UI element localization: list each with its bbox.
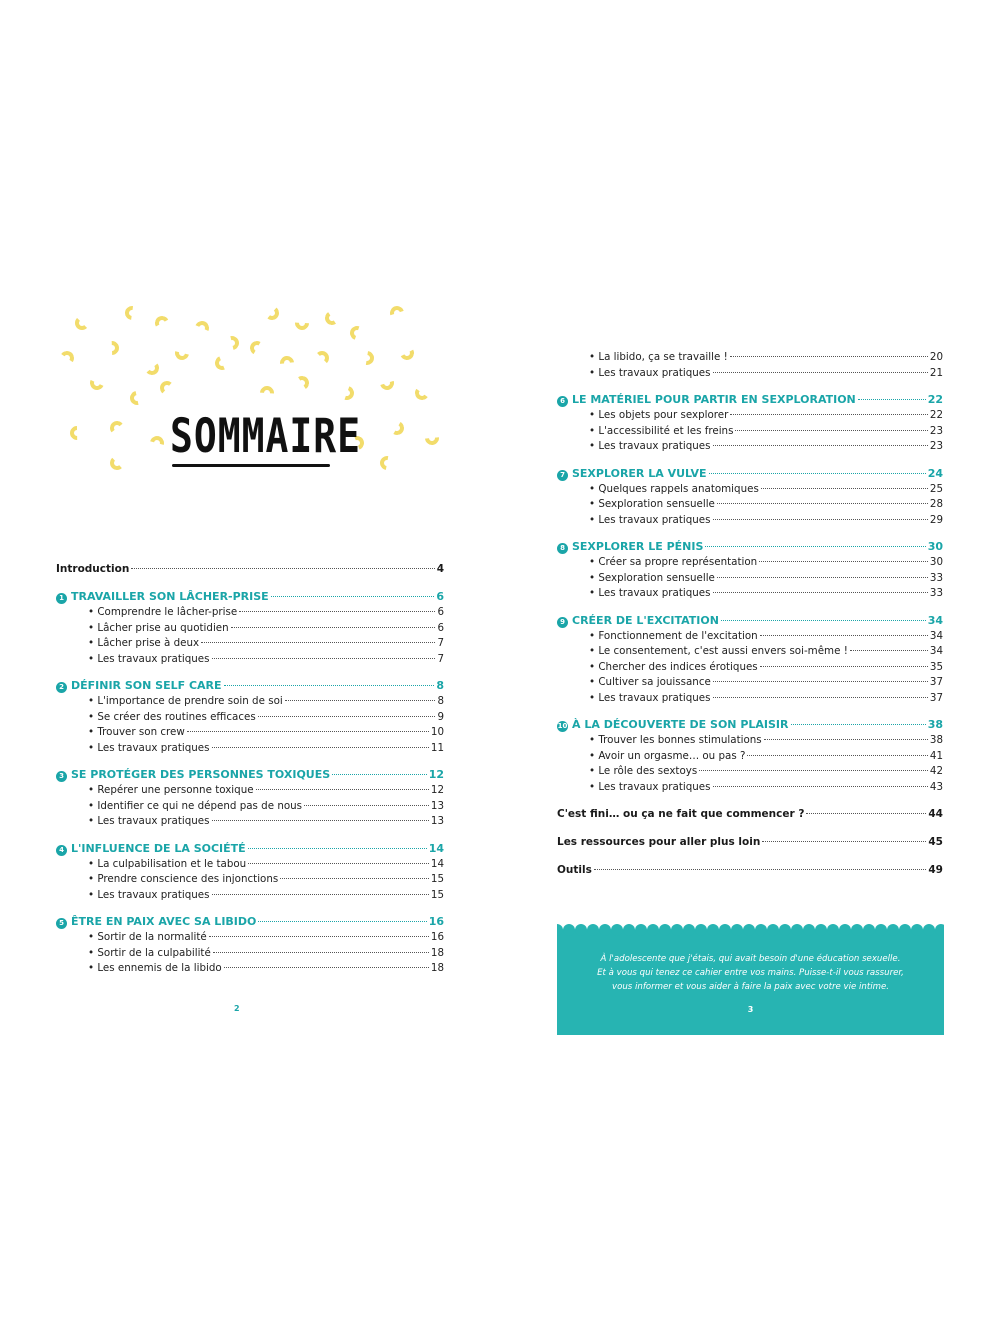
dot-leader [858,399,926,400]
toc-subentry [56,622,444,638]
dot-leader [258,716,436,717]
squiggle-mark [338,384,357,403]
title-underline [172,464,330,467]
dot-leader [713,445,928,446]
squiggle-mark [122,303,142,323]
scallop [671,924,683,936]
toc-page-number: 37 [929,676,943,688]
squiggle-mark [193,319,211,337]
toc-subentry [557,676,943,692]
dot-leader [285,700,436,701]
toc-label: • Sexploration sensuelle [589,572,715,584]
toc-label: L'INFLUENCE DE LA SOCIÉTÉ [71,841,246,855]
dot-leader [713,372,928,373]
toc-page-number: 16 [430,931,444,943]
toc-left-column [56,563,444,978]
toc-subentry [557,692,943,708]
chapter-number-badge: 2 [56,682,67,693]
chapter-number-badge: 8 [557,543,568,554]
toc-page-number: 4 [436,563,444,575]
chapter-number-badge: 4 [56,845,67,856]
squiggle-mark [388,304,407,323]
toc-subentry [56,800,444,816]
toc-page-number: 8 [436,679,444,692]
toc-subentry [557,351,943,367]
toc-page-number: 49 [928,864,943,876]
toc-page-number: 23 [929,440,943,452]
toc-label: • Les travaux pratiques [589,692,711,704]
toc-entry [557,864,943,880]
scallop [923,924,935,936]
squiggle-mark [110,456,124,470]
squiggle-mark [213,354,231,372]
toc-label: • Les travaux pratiques [589,514,711,526]
dot-leader [791,724,926,725]
dot-leader [248,863,429,864]
toc-page-number: 34 [929,645,943,657]
toc-label: • Les ennemis de la libido [88,962,222,974]
toc-page-number: 11 [430,741,444,754]
toc-page-number: 44 [928,808,943,820]
toc-subentry [56,726,444,742]
toc-page-number: 13 [430,815,444,827]
toc-page-number: 6 [436,590,444,603]
toc-right-column [557,351,943,880]
toc-entry [557,836,943,852]
dot-leader [212,658,436,659]
toc-label: • Les travaux pratiques [88,742,210,754]
toc-page-number: 15 [430,888,444,901]
scallop [575,924,587,936]
toc-label: • Les travaux pratiques [88,653,210,665]
squiggle-mark [222,333,241,352]
squiggle-mark [75,316,89,330]
dot-leader [713,592,928,593]
toc-page-number: 8 [437,695,444,707]
toc-subentry [557,572,943,588]
squiggle-mark [324,310,340,326]
scalloped-edge [557,924,944,936]
dot-leader [713,681,928,682]
toc-page-number: 28 [929,498,943,510]
toc-subentry [557,630,943,646]
squiggle-mark [109,420,125,436]
dot-leader [209,936,429,937]
squiggle-mark [292,313,312,333]
toc-label: • La culpabilisation et le tabou [88,858,246,870]
dot-leader [239,611,435,612]
toc-page-number: 30 [929,556,943,568]
toc-page-number: 6 [437,621,444,634]
toc-label: • Les travaux pratiques [589,367,711,379]
scallop [827,924,839,936]
toc-label: • Les travaux pratiques [88,889,210,901]
dot-leader [760,635,928,636]
toc-label: • Créer sa propre représentation [589,556,757,568]
toc-label: Introduction [56,563,130,575]
toc-label: • Le consentement, c'est aussi envers soi-même ! [589,645,848,657]
toc-subentry [557,498,943,514]
squiggle-mark [147,433,166,452]
toc-label: • Trouver son crew [88,726,185,738]
dot-leader [747,755,927,756]
toc-chapter [56,842,444,858]
dot-leader [212,894,429,895]
dot-leader [713,786,928,787]
scallop [899,924,911,936]
dot-leader [594,869,927,870]
toc-subentry [557,734,943,750]
toc-page-number: 25 [929,482,943,495]
toc-subentry [557,645,943,661]
scallop [587,924,599,936]
scallop [791,924,803,936]
dot-leader [735,430,927,431]
toc-page-number: 16 [428,915,444,928]
toc-label: SEXPLORER LA VULVE [572,466,707,480]
toc-label: • Quelques rappels anatomiques [589,483,759,495]
dot-leader [699,770,928,771]
toc-label: • Lâcher prise au quotidien [88,622,229,634]
dot-leader [256,789,429,790]
toc-page-number: 12 [430,784,444,796]
toc-chapter [557,614,943,630]
squiggle-mark [257,383,277,403]
toc-label: SEXPLORER LE PÉNIS [572,540,704,553]
dot-leader [280,878,429,879]
chapter-number-badge: 6 [557,396,568,407]
chapter-number-badge: 9 [557,617,568,628]
squiggle-mark [59,350,75,366]
scallop [875,924,887,936]
chapter-number-badge: 7 [557,470,568,481]
toc-subentry [557,483,943,499]
toc-label: • Se créer des routines efficaces [88,711,256,723]
squiggle-mark [377,453,396,472]
dedication-line: vous informer et vous aider à faire la paix avec votre vie intime. [612,982,889,992]
toc-page-number: 24 [927,466,943,480]
scallop [719,924,731,936]
toc-label: C'est fini… ou ça ne fait que commencer ? [557,808,805,820]
dot-leader [850,650,928,651]
toc-subentry [56,653,444,669]
scallop [683,924,695,936]
dot-leader [213,952,429,953]
toc-subentry [56,962,444,978]
toc-page-number: 35 [929,660,943,673]
chapter-number-badge: 5 [56,918,67,929]
toc-label: Les ressources pour aller plus loin [557,836,761,848]
toc-subentry [56,784,444,800]
toc-page-number: 23 [929,424,943,437]
toc-label: À LA DÉCOUVERTE DE SON PLAISIR [572,718,789,731]
toc-subentry [56,889,444,905]
toc-label: DÉFINIR SON SELF CARE [71,679,222,692]
toc-label: Outils [557,864,592,876]
dot-leader [304,805,429,806]
toc-label: • Les travaux pratiques [88,815,210,827]
scallop [623,924,635,936]
toc-page-number: 43 [929,780,943,793]
toc-page-number: 12 [428,768,444,781]
toc-label: SE PROTÉGER DES PERSONNES TOXIQUES [71,768,331,781]
dot-leader [806,813,926,814]
toc-label: • Chercher des indices érotiques [589,661,758,673]
toc-label: CRÉER DE L'EXCITATION [572,613,719,627]
scallop [851,924,863,936]
toc-label: • Avoir un orgasme… ou pas ? [589,750,745,762]
chapter-number-badge: 3 [56,771,67,782]
toc-label: • Sortir de la culpabilité [88,947,211,959]
dot-leader [713,697,928,698]
dot-leader [761,488,928,489]
dot-leader [764,739,928,740]
toc-label: • Sortir de la normalité [88,931,207,943]
toc-label: • Prendre conscience des injonctions [88,873,278,885]
toc-page-number: 18 [430,946,444,959]
toc-label: ÊTRE EN PAIX AVEC SA LIBIDO [71,915,257,928]
toc-chapter [557,718,943,734]
squiggle-mark [248,339,265,356]
toc-page-number: 9 [437,710,444,723]
toc-subentry [557,781,943,797]
toc-page-number: 37 [929,691,943,704]
scallop [803,924,815,936]
toc-page-number: 20 [929,351,943,363]
squiggle-mark [422,428,442,448]
toc-label: • Cultiver sa jouissance [589,676,711,688]
dot-leader [131,568,434,569]
scallop [815,924,827,936]
toc-label: • Les travaux pratiques [589,781,711,793]
scallop [659,924,671,936]
squiggle-mark [67,423,87,443]
dot-leader [271,596,435,597]
toc-page-number: 14 [428,841,444,855]
scallop [635,924,647,936]
dot-leader [717,503,928,504]
toc-subentry [557,514,943,530]
toc-page-number: 15 [430,873,444,885]
toc-page-number: 13 [430,799,444,812]
scallop [647,924,659,936]
chapter-number-badge: 1 [56,593,67,604]
toc-label: • Sexploration sensuelle [589,498,715,510]
toc-chapter [557,393,943,409]
squiggle-mark [160,381,175,396]
squiggle-mark [264,305,279,320]
dot-leader [762,841,926,842]
scallop [887,924,899,936]
toc-label: • L'accessibilité et les freins [589,425,733,437]
toc-page-number: 22 [927,393,943,406]
dedication-box [557,930,944,1035]
toc-subentry [557,750,943,766]
dot-leader [212,747,429,748]
toc-subentry [56,858,444,874]
toc-label: • Les travaux pratiques [589,440,711,452]
squiggle-mark [414,385,430,401]
page-number-right: 3 [747,1005,754,1014]
dot-leader [332,774,427,775]
squiggle-mark [277,353,297,373]
scallop [563,924,575,936]
toc-page-number: 34 [927,613,943,627]
scallop [911,924,923,936]
toc-subentry [557,556,943,572]
toc-page-number: 30 [927,540,943,553]
squiggle-mark [357,348,377,368]
squiggle-mark [153,314,170,331]
squiggle-mark [294,375,311,392]
toc-chapter [557,540,943,556]
toc-page-number: 7 [437,637,444,649]
toc-subentry [56,873,444,889]
toc-page-number: 29 [929,513,943,526]
dot-leader [248,848,427,849]
dot-leader [717,577,928,578]
dot-leader [721,620,926,621]
scallop [731,924,743,936]
toc-subentry [557,425,943,441]
squiggle-mark [348,324,367,343]
toc-subentry [56,947,444,963]
dot-leader [759,561,928,562]
dot-leader [713,519,928,520]
scallop [767,924,779,936]
toc-page-number: 33 [929,587,943,599]
toc-page-number: 38 [929,734,943,746]
dot-leader [224,685,435,686]
toc-label: • Lâcher prise à deux [88,637,199,649]
toc-subentry [56,742,444,758]
toc-subentry [557,587,943,603]
toc-subentry [557,661,943,677]
squiggle-mark [378,374,397,393]
toc-subentry [56,695,444,711]
toc-page-number: 14 [430,857,444,870]
toc-page-number: 7 [437,652,444,665]
dot-leader [231,627,436,628]
dedication-line: Et à vous qui tenez ce cahier entre vos mains. Puisse-t-il vous rassurer, [597,968,904,978]
dedication-text [567,952,934,994]
toc-chapter [557,467,943,483]
toc-page-number: 6 [437,606,444,618]
scallop [839,924,851,936]
scallop [599,924,611,936]
toc-label: • Le rôle des sextoys [589,765,697,777]
toc-chapter [56,768,444,784]
squiggle-mark [127,388,146,407]
toc-chapter [56,590,444,606]
toc-page-number: 34 [929,629,943,642]
dot-leader [760,666,928,667]
dot-leader [212,820,429,821]
toc-subentry [557,409,943,425]
toc-subentry [56,815,444,831]
dot-leader [258,921,426,922]
toc-label: LE MATÉRIEL POUR PARTIR EN SEXPLORATION [572,393,856,406]
toc-entry [557,808,943,824]
toc-subentry [56,711,444,727]
squiggle-mark [398,344,415,361]
dot-leader [705,546,925,547]
toc-label: • Comprendre le lâcher-prise [88,606,237,618]
dot-leader [730,414,928,415]
scallop [743,924,755,936]
page-number-left: 2 [234,1004,240,1013]
toc-page-number: 41 [929,749,943,762]
dot-leader [187,731,429,732]
toc-subentry [557,367,943,383]
scallop [611,924,623,936]
toc-page-number: 18 [430,962,444,974]
scallop [863,924,875,936]
squiggle-mark [88,374,106,392]
toc-label: • Trouver les bonnes stimulations [589,734,762,746]
toc-label: • Les objets pour sexplorer [589,409,728,421]
dot-leader [224,967,429,968]
chapter-number-badge: 10 [557,722,568,730]
toc-page-number: 33 [929,571,943,584]
dot-leader [201,642,435,643]
dot-leader [730,356,928,357]
toc-page-number: 10 [430,726,444,738]
toc-subentry [56,637,444,653]
toc-subentry [557,440,943,456]
toc-page-number: 38 [927,718,943,731]
dedication-line: À l'adolescente que j'étais, qui avait besoin d'une éducation sexuelle. [600,954,901,964]
toc-label: • La libido, ça se travaille ! [589,351,728,363]
toc-page-number: 42 [929,765,943,777]
scallop [707,924,719,936]
toc-subentry [56,606,444,622]
page-title: SOMMAIRE [170,408,362,463]
toc-page-number: 21 [929,366,943,379]
squiggle-mark [144,360,159,375]
squiggle-mark [315,351,329,365]
title-block [50,296,450,486]
squiggle-mark [389,420,406,437]
toc-entry [56,563,444,579]
toc-subentry [56,931,444,947]
toc-chapter [56,915,444,931]
toc-page-number: 22 [929,409,943,421]
toc-label: TRAVAILLER SON LÂCHER-PRISE [71,590,269,603]
toc-label: • Les travaux pratiques [589,587,711,599]
squiggle-mark [102,338,122,358]
scallop [695,924,707,936]
toc-label: • Repérer une personne toxique [88,784,254,796]
toc-chapter [56,679,444,695]
scallop [779,924,791,936]
squiggle-mark [172,343,191,362]
toc-page-number: 45 [928,836,943,848]
toc-label: • Identifier ce qui ne dépend pas de nous [88,800,302,812]
dot-leader [709,473,926,474]
toc-label: • L'importance de prendre soin de soi [88,695,283,707]
scallop [935,924,944,936]
toc-label: • Fonctionnement de l'excitation [589,630,758,642]
toc-subentry [557,765,943,781]
scallop [755,924,767,936]
